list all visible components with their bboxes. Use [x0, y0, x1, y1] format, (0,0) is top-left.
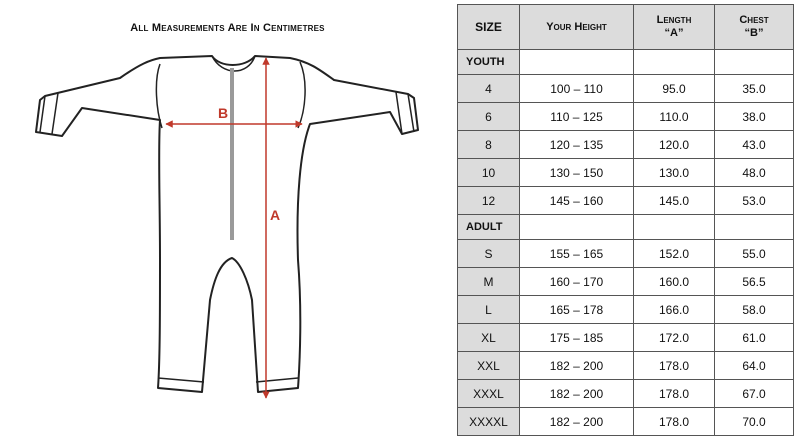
chest-cell: 43.0 — [715, 131, 794, 159]
header-length — [634, 5, 715, 50]
chest-cell: 58.0 — [715, 296, 794, 324]
table-row — [458, 296, 794, 324]
height-cell: 145 – 160 — [520, 187, 634, 215]
header-size: SIZE — [458, 5, 520, 50]
length-cell: 178.0 — [634, 408, 715, 436]
table-row — [458, 103, 794, 131]
header-chest-code: “B” — [744, 27, 764, 39]
length-cell: 166.0 — [634, 296, 715, 324]
table-row — [458, 240, 794, 268]
size-cell: XXL — [458, 352, 520, 380]
size-cell: 10 — [458, 159, 520, 187]
size-cell: 12 — [458, 187, 520, 215]
header-length-code: “A” — [664, 27, 684, 39]
height-cell: 175 – 185 — [520, 324, 634, 352]
table-row — [458, 75, 794, 103]
height-cell: 130 – 150 — [520, 159, 634, 187]
height-cell: 182 – 200 — [520, 408, 634, 436]
height-cell: 110 – 125 — [520, 103, 634, 131]
chest-cell: 56.5 — [715, 268, 794, 296]
size-cell: M — [458, 268, 520, 296]
youth-group-label: YOUTH — [458, 50, 520, 75]
youth-group-row — [458, 50, 794, 75]
size-cell: XL — [458, 324, 520, 352]
height-cell: 165 – 178 — [520, 296, 634, 324]
size-chart-table — [457, 4, 794, 436]
length-cell: 110.0 — [634, 103, 715, 131]
table-row — [458, 268, 794, 296]
length-cell: 178.0 — [634, 380, 715, 408]
size-cell: 6 — [458, 103, 520, 131]
chest-cell: 64.0 — [715, 352, 794, 380]
header-length-label: Length — [656, 14, 692, 26]
table-row — [458, 187, 794, 215]
length-cell: 178.0 — [634, 352, 715, 380]
chest-cell: 61.0 — [715, 324, 794, 352]
chest-cell: 38.0 — [715, 103, 794, 131]
table-row — [458, 324, 794, 352]
height-cell: 100 – 110 — [520, 75, 634, 103]
chest-cell: 55.0 — [715, 240, 794, 268]
size-cell: L — [458, 296, 520, 324]
table-row — [458, 380, 794, 408]
chest-cell: 70.0 — [715, 408, 794, 436]
size-cell: 4 — [458, 75, 520, 103]
adult-group-row — [458, 215, 794, 240]
length-cell: 95.0 — [634, 75, 715, 103]
chest-cell: 53.0 — [715, 187, 794, 215]
chest-cell: 48.0 — [715, 159, 794, 187]
header-height: Your Height — [520, 5, 634, 50]
size-cell: XXXL — [458, 380, 520, 408]
length-cell: 145.0 — [634, 187, 715, 215]
chest-cell: 35.0 — [715, 75, 794, 103]
measurement-caption: All Measurements Are In Centimetres — [130, 22, 325, 34]
table-header-row — [458, 5, 794, 50]
size-cell: 8 — [458, 131, 520, 159]
label-a: A — [270, 207, 281, 223]
table-row — [458, 408, 794, 436]
chest-cell: 67.0 — [715, 380, 794, 408]
height-cell: 155 – 165 — [520, 240, 634, 268]
length-cell: 160.0 — [634, 268, 715, 296]
length-cell: 130.0 — [634, 159, 715, 187]
height-cell: 182 – 200 — [520, 380, 634, 408]
size-cell: XXXXL — [458, 408, 520, 436]
adult-group-label: ADULT — [458, 215, 520, 240]
length-cell: 120.0 — [634, 131, 715, 159]
length-cell: 172.0 — [634, 324, 715, 352]
table-row — [458, 131, 794, 159]
table-row — [458, 352, 794, 380]
label-b: B — [218, 105, 229, 121]
length-cell: 152.0 — [634, 240, 715, 268]
height-cell: 160 – 170 — [520, 268, 634, 296]
header-chest — [715, 5, 794, 50]
height-cell: 120 – 135 — [520, 131, 634, 159]
height-cell: 182 – 200 — [520, 352, 634, 380]
table-row — [458, 159, 794, 187]
size-cell: S — [458, 240, 520, 268]
header-chest-label: Chest — [739, 14, 769, 26]
